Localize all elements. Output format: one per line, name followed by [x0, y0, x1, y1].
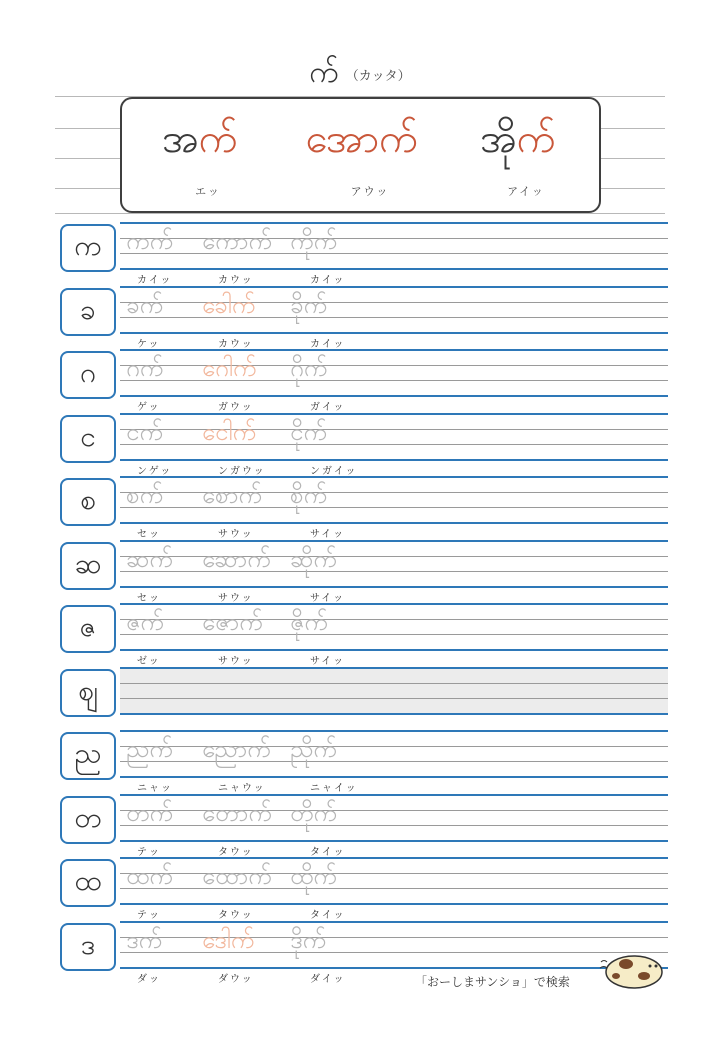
consonant-box: င	[60, 415, 116, 463]
guide-line-bottom	[120, 840, 668, 842]
word-reading: カイッ	[137, 275, 173, 286]
practice-row	[0, 794, 720, 858]
word-reading: ンガウッ	[218, 465, 266, 477]
trace-word: ထက်	[126, 862, 173, 890]
word-reading: ダイッ	[310, 973, 346, 985]
example-word: အက်	[162, 116, 238, 162]
trace-word: ကိုက်	[290, 227, 337, 255]
trace-word: ညက်	[126, 735, 173, 763]
consonant-box: ဂ	[60, 351, 116, 399]
guide-line-bottom	[120, 649, 668, 651]
guide-line-top	[120, 730, 668, 732]
trace-word: ဇက်	[126, 608, 164, 636]
consonant-box: တ	[60, 796, 116, 844]
guide-line-bottom	[120, 332, 668, 334]
word-reading: ゲッ	[137, 402, 161, 413]
guide-line-bottom	[120, 268, 668, 270]
example-word: အိုက်	[480, 116, 556, 162]
word-reading: タイッ	[310, 846, 346, 858]
guide-line-top	[120, 476, 668, 478]
trace-word: တိုက်	[290, 798, 337, 827]
word-reading: サウッ	[218, 529, 254, 540]
word-reading: テッ	[137, 846, 161, 858]
example-reading: アウッ	[350, 185, 390, 198]
guide-line-top	[120, 857, 668, 859]
guide-line-bottom	[120, 967, 668, 969]
word-reading: タウッ	[218, 910, 254, 921]
consonant-box: ခ	[60, 288, 116, 336]
trace-word: ဆိုက်	[290, 544, 337, 573]
word-reading: ゼッ	[137, 656, 161, 667]
trace-word: ဒိုက်	[290, 925, 326, 954]
guide-line-bottom	[120, 395, 668, 397]
guide-line-bottom	[120, 903, 668, 905]
example-reading: アイッ	[507, 185, 545, 198]
guide-line-bottom	[120, 586, 668, 588]
guide-line	[120, 683, 668, 684]
practice-row	[0, 286, 720, 350]
consonant-box: ဒ	[60, 923, 116, 971]
consonant-box: ည	[60, 732, 116, 780]
consonant-box: ဆ	[60, 542, 116, 590]
word-reading: タウッ	[218, 846, 254, 858]
guide-line-top	[120, 349, 668, 351]
trace-word: ဇောက်	[202, 608, 263, 636]
guide-line-top	[120, 413, 668, 415]
trace-word: ဆောက်	[202, 544, 271, 573]
trace-word: ထောက်	[202, 862, 272, 890]
guide-line-bottom	[120, 713, 668, 715]
page-title	[0, 52, 720, 97]
consonant-box: ဇ	[60, 605, 116, 653]
example-word: အောက်	[305, 116, 419, 162]
word-reading: サウッ	[218, 592, 254, 604]
guide-line-top	[120, 603, 668, 605]
practice-row	[0, 476, 720, 540]
consonant-box: က	[60, 224, 116, 272]
word-reading: サイッ	[310, 656, 346, 667]
trace-word: ဂက်	[126, 354, 164, 382]
word-reading: ンガイッ	[310, 465, 358, 477]
trace-word: ထိုက်	[290, 862, 337, 890]
trace-word: ဂိုက်	[290, 354, 328, 382]
trace-word: ငေါက်	[202, 417, 256, 446]
trace-word: ညောက်	[202, 735, 271, 763]
trace-word: ဒေါက်	[202, 925, 255, 954]
practice-row	[0, 857, 720, 921]
word-reading: ニャッ	[137, 783, 173, 794]
trace-word: စောက်	[202, 481, 262, 509]
trace-word: ကောက်	[202, 227, 272, 255]
word-reading: サウッ	[218, 656, 254, 667]
trace-word: စိုက်	[290, 481, 327, 509]
guide-line-top	[120, 222, 668, 224]
trace-word: ငက်	[126, 417, 163, 446]
ruled-line	[55, 213, 665, 214]
word-reading: カイッ	[310, 275, 346, 286]
word-reading: ンゲッ	[137, 465, 173, 477]
trace-word: စက်	[126, 481, 163, 509]
title-glyph: က်	[309, 55, 339, 90]
practice-row	[0, 349, 720, 413]
word-reading: ケッ	[137, 338, 161, 350]
guide-line-top	[120, 921, 668, 923]
trace-word: ငိုက်	[290, 417, 327, 446]
guide-line-top	[120, 286, 668, 288]
practice-row	[0, 603, 720, 667]
trace-word: ကက်	[126, 227, 173, 255]
example-box	[120, 97, 601, 213]
trace-word: ခိုက်	[290, 290, 327, 319]
word-reading: ニャイッ	[310, 783, 358, 794]
practice-row	[0, 667, 720, 731]
consonant-box: ထ	[60, 859, 116, 907]
trace-word: ဒက်	[126, 925, 162, 954]
trace-word: ဂေါက်	[202, 354, 257, 382]
trace-word: ခက်	[126, 290, 163, 319]
practice-row	[0, 730, 720, 794]
trace-word: တောက်	[202, 798, 272, 827]
practice-row	[0, 413, 720, 477]
guide-line-bottom	[120, 459, 668, 461]
guide-line-bottom	[120, 522, 668, 524]
consonant-box: စ	[60, 478, 116, 526]
word-reading: セッ	[137, 592, 161, 604]
trace-word: ဆက်	[126, 544, 173, 573]
trace-word: တက်	[126, 798, 173, 827]
mascot-illustration	[596, 944, 666, 990]
word-reading: ガウッ	[218, 402, 254, 413]
blank-practice-area	[120, 669, 668, 714]
word-reading: ニャウッ	[218, 783, 266, 794]
word-reading: カウッ	[218, 275, 254, 286]
guide-line-top	[120, 794, 668, 796]
trace-word: ဇိုက်	[290, 608, 328, 636]
word-reading: タイッ	[310, 910, 346, 921]
guide-line	[120, 698, 668, 699]
word-reading: カイッ	[310, 338, 346, 350]
title-reading: （カッタ）	[345, 69, 411, 84]
trace-word: ခေါက်	[202, 290, 256, 319]
practice-row	[0, 222, 720, 286]
word-reading: ダッ	[137, 973, 161, 985]
example-reading: エッ	[195, 185, 221, 198]
trace-word: ညိုက်	[290, 735, 337, 763]
search-hint: 「おーしまサンショ」で検索	[415, 975, 570, 989]
word-reading: ガイッ	[310, 402, 346, 413]
word-reading: テッ	[137, 910, 161, 921]
word-reading: サイッ	[310, 592, 346, 604]
consonant-box: ဈ	[60, 669, 116, 717]
guide-line-bottom	[120, 776, 668, 778]
guide-line-top	[120, 540, 668, 542]
practice-row	[0, 540, 720, 604]
word-reading: ダウッ	[218, 973, 254, 985]
word-reading: セッ	[137, 529, 161, 540]
word-reading: サイッ	[310, 529, 346, 540]
word-reading: カウッ	[218, 338, 254, 350]
